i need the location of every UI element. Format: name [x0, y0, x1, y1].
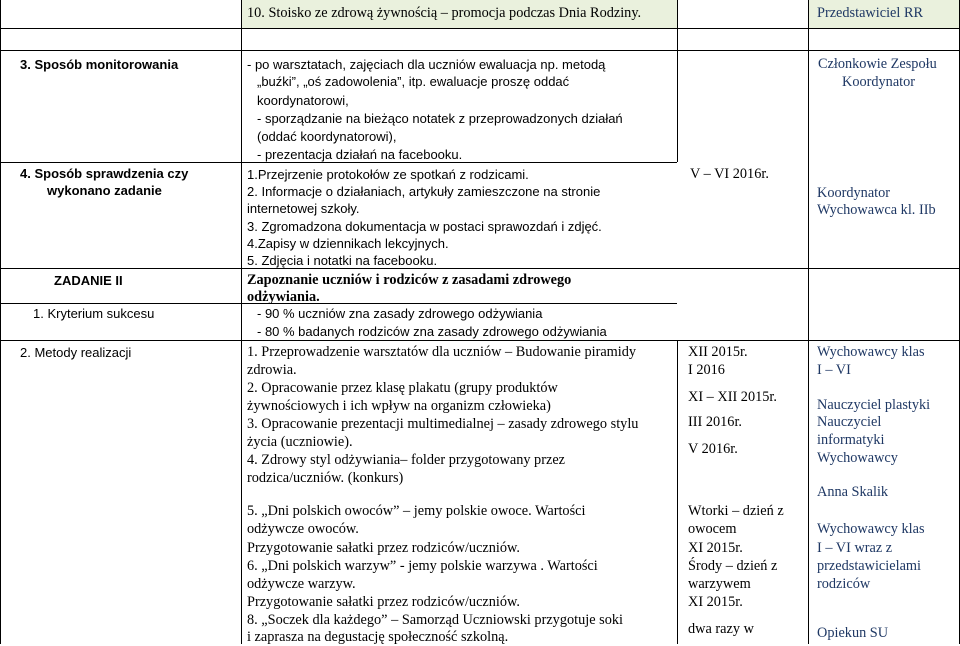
- monitoring-line: - po warsztatach, zajęciach dla uczniów ewaluacja np. metodą: [247, 57, 606, 72]
- methods-date: Środy – dzień z: [688, 558, 778, 574]
- task2-label: ZADANIE II: [54, 273, 123, 288]
- methods-date: V 2016r.: [688, 441, 738, 457]
- criteria-line-2: - 80 % badanych rodziców zna zasady zdrowego odżywiania: [257, 324, 607, 339]
- verification-line: 3. Zgromadzona dokumentacja w postaci sprawozdań i zdjęć.: [247, 219, 602, 234]
- monitoring-responsible-1: Członkowie Zespołu: [818, 56, 937, 72]
- methods-date: XI – XII 2015r.: [688, 389, 777, 405]
- methods-responsible-item: Opiekun SU: [817, 625, 889, 641]
- verification-label-2: wykonano zadanie: [47, 183, 162, 198]
- methods-date: I 2016: [688, 362, 725, 378]
- verification-responsible-1: Koordynator: [817, 185, 891, 201]
- verification-responsible-2: Wychowawca kl. IIb: [817, 202, 936, 218]
- methods-line: życia (uczniowie).: [247, 434, 353, 450]
- criteria-line-1: - 90 % uczniów zna zasady zdrowego odżywiania: [257, 306, 543, 321]
- methods-date: III 2016r.: [688, 414, 742, 430]
- methods-responsible-item: Wychowawcy klas: [817, 521, 925, 537]
- methods-responsible-item: Anna Skalik: [817, 484, 889, 500]
- methods-line: 2. Opracowanie przez klasę plakatu (grupy produktów: [247, 380, 558, 396]
- monitoring-label: 3. Sposób monitorowania: [20, 57, 179, 72]
- methods-date: warzywem: [688, 576, 751, 592]
- verification-line: 5. Zdjęcia i notatki na facebooku.: [247, 253, 438, 268]
- methods-responsible-item: przedstawicielami: [817, 558, 922, 574]
- monitoring-line: - sporządzanie na bieżąco notatek z przeprowadzonych działań: [257, 111, 623, 126]
- methods-date: XI 2015r.: [688, 594, 743, 610]
- border-left: [0, 0, 1, 644]
- methods-line: Przygotowanie sałatki przez rodziców/uczniów.: [247, 594, 520, 610]
- monitoring-line: - prezentacja działań na facebooku.: [257, 147, 463, 162]
- methods-responsible-item: Nauczyciel: [817, 414, 882, 430]
- methods-line: Przygotowanie sałatki przez rodziców/uczniów.: [247, 540, 520, 556]
- methods-label: 2. Metody realizacji: [20, 345, 132, 360]
- methods-responsible-item: rodziców: [817, 576, 871, 592]
- methods-responsible-item: I – VI: [817, 362, 851, 378]
- methods-line: odżywcze owoców.: [247, 521, 359, 537]
- methods-responsible-item: Nauczyciel plastyki: [817, 397, 931, 413]
- col-line-2: [677, 0, 678, 162]
- row-line-4: [0, 268, 960, 269]
- verification-label-1: 4. Sposób sprawdzenia czy: [20, 166, 189, 181]
- methods-line: 4. Zdrowy styl odżywiania– folder przygotowany przez: [247, 452, 566, 468]
- col-line-3: [808, 0, 809, 644]
- col-line-2b: [677, 340, 678, 644]
- verification-line: 4.Zapisy w dziennikach lekcyjnych.: [247, 236, 449, 251]
- row-line-1: [0, 28, 960, 29]
- methods-responsible-item: Wychowawcy klas: [817, 344, 925, 360]
- methods-responsible-item: Wychowawcy: [817, 450, 898, 466]
- methods-line: 8. „Soczek dla każdego” – Samorząd Uczniowski przygotuje soki: [247, 612, 623, 628]
- monitoring-line: koordynatorowi,: [257, 93, 349, 108]
- methods-line: odżywcze warzyw.: [247, 576, 356, 592]
- row10-task: 10. Stoisko ze zdrową żywnością – promocja podczas Dnia Rodziny.: [247, 5, 642, 21]
- methods-responsible-item: I – VI wraz z: [817, 540, 893, 556]
- monitoring-line: „buźki”, „oś zadowolenia”, itp. ewaluacje proszę oddać: [257, 74, 570, 89]
- monitoring-responsible-2: Koordynator: [842, 74, 916, 90]
- methods-date: XII 2015r.: [688, 344, 748, 360]
- methods-line: 5. „Dni polskich owoców” – jemy polskie owoce. Wartości: [247, 503, 586, 519]
- methods-date: XI 2015r.: [688, 540, 743, 556]
- verification-line: 1.Przejrzenie protokołów ze spotkań z rodzicami.: [247, 167, 529, 182]
- criteria-label: 1. Kryterium sukcesu: [33, 306, 155, 321]
- methods-date: owocem: [688, 521, 737, 537]
- methods-responsible-item: informatyki: [817, 432, 885, 448]
- methods-line: 3. Opracowanie prezentacji multimedialnej – zasady zdrowego stylu: [247, 416, 639, 432]
- methods-date: dwa razy w: [688, 621, 754, 637]
- verification-line: internetowej szkoły.: [247, 201, 360, 216]
- methods-line: zdrowia.: [247, 362, 297, 378]
- row-line-2: [0, 50, 960, 51]
- row-line-5: [0, 303, 677, 304]
- verification-date: V – VI 2016r.: [690, 166, 769, 182]
- methods-line: 6. „Dni polskich warzyw” - jemy polskie warzywa . Wartości: [247, 558, 598, 574]
- row10-responsible: Przedstawiciel RR: [817, 5, 924, 21]
- methods-line: żywnościowych i ich wpływ na organizm człowieka): [247, 398, 551, 414]
- col-line-1: [241, 0, 242, 644]
- verification-line: 2. Informacje o działaniach, artykuły zamieszczone na stronie: [247, 184, 601, 199]
- methods-line: rodzica/uczniów. (konkurs): [247, 470, 404, 486]
- row-line-6: [0, 340, 960, 341]
- methods-date: Wtorki – dzień z: [688, 503, 784, 519]
- task2-title-2: odżywiania.: [247, 289, 320, 305]
- monitoring-line: (oddać koordynatorowi),: [257, 129, 397, 144]
- methods-line: i zaprasza na degustację społeczność szkolną.: [247, 629, 509, 645]
- methods-line: 1. Przeprowadzenie warsztatów dla uczniów – Budowanie piramidy: [247, 344, 637, 360]
- task2-title-1: Zapoznanie uczniów i rodziców z zasadami zdrowego: [247, 272, 572, 288]
